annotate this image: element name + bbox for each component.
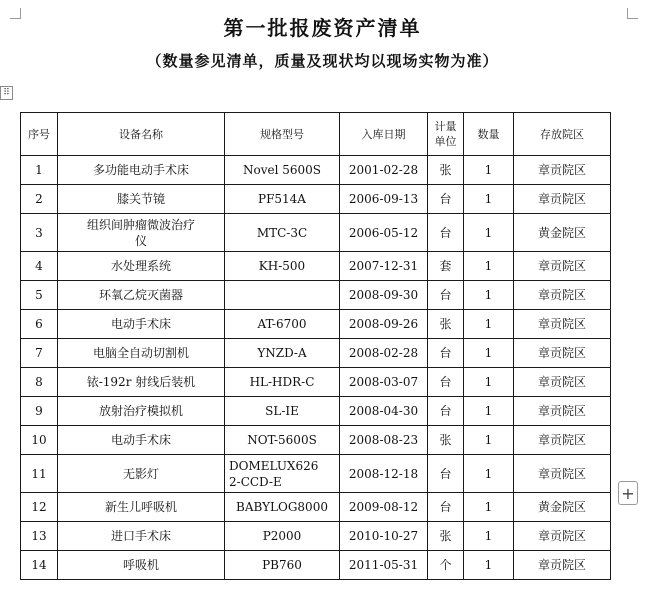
cell-name[interactable]: 电动手术床 <box>58 310 225 339</box>
cell-unit[interactable]: 台 <box>428 339 464 368</box>
cell-model[interactable]: SL-IE <box>225 397 340 426</box>
cell-name[interactable]: 进口手术床 <box>58 522 225 551</box>
cell-unit[interactable]: 台 <box>428 368 464 397</box>
cell-date[interactable]: 2008-02-28 <box>340 339 428 368</box>
cell-model[interactable]: NOT-5600S <box>225 426 340 455</box>
cell-location[interactable]: 章贡院区 <box>514 426 611 455</box>
cell-location[interactable]: 章贡院区 <box>514 397 611 426</box>
table-row <box>21 310 611 339</box>
cell-unit[interactable]: 台 <box>428 397 464 426</box>
cell-name[interactable]: 新生儿呼吸机 <box>58 493 225 522</box>
table-header-row <box>21 113 611 156</box>
cell-name[interactable]: 无影灯 <box>58 455 225 493</box>
cell-location[interactable]: 章贡院区 <box>514 339 611 368</box>
cell-date[interactable]: 2008-08-23 <box>340 426 428 455</box>
cell-date[interactable]: 2009-08-12 <box>340 493 428 522</box>
cell-unit[interactable]: 张 <box>428 522 464 551</box>
cell-unit[interactable]: 张 <box>428 426 464 455</box>
table-row <box>21 214 611 252</box>
cell-qty[interactable]: 1 <box>464 214 514 252</box>
table-row <box>21 185 611 214</box>
cell-date[interactable]: 2008-03-07 <box>340 368 428 397</box>
cell-no[interactable]: 7 <box>21 339 58 368</box>
cell-location[interactable]: 章贡院区 <box>514 522 611 551</box>
cell-date[interactable]: 2006-09-13 <box>340 185 428 214</box>
table-row <box>21 339 611 368</box>
cell-unit[interactable]: 张 <box>428 156 464 185</box>
cell-name[interactable]: 膝关节镜 <box>58 185 225 214</box>
cell-location[interactable]: 章贡院区 <box>514 455 611 493</box>
cell-qty[interactable]: 1 <box>464 185 514 214</box>
cell-location[interactable]: 黄金院区 <box>514 214 611 252</box>
cell-name-line2: 仪 <box>134 233 147 248</box>
cell-date[interactable]: 2008-09-30 <box>340 281 428 310</box>
cell-model[interactable]: HL-HDR-C <box>225 368 340 397</box>
cell-model-line2: 2-CCD-E <box>229 474 282 489</box>
table-move-handle-icon[interactable]: ⠿ <box>0 86 13 100</box>
cell-model[interactable]: PB760 <box>225 551 340 580</box>
table-row <box>21 493 611 522</box>
cell-name[interactable]: 呼吸机 <box>58 551 225 580</box>
cell-unit[interactable]: 个 <box>428 551 464 580</box>
cell-location[interactable]: 黄金院区 <box>514 493 611 522</box>
cell-location[interactable]: 章贡院区 <box>514 252 611 281</box>
cell-unit[interactable]: 台 <box>428 493 464 522</box>
cell-location[interactable]: 章贡院区 <box>514 156 611 185</box>
cell-no[interactable]: 5 <box>21 281 58 310</box>
cell-name[interactable]: 放射治疗模拟机 <box>58 397 225 426</box>
table-row <box>21 397 611 426</box>
cell-date[interactable]: 2008-04-30 <box>340 397 428 426</box>
cell-name[interactable] <box>58 214 225 252</box>
cell-no[interactable]: 6 <box>21 310 58 339</box>
cell-name[interactable]: 电动手术床 <box>58 426 225 455</box>
document-title: 第一批报废资产清单 <box>223 16 422 40</box>
cell-name[interactable]: 环氧乙烷灭菌器 <box>58 281 225 310</box>
cell-name[interactable]: 多功能电动手术床 <box>58 156 225 185</box>
table-row <box>21 252 611 281</box>
asset-table <box>20 112 611 580</box>
cell-model[interactable]: AT-6700 <box>225 310 340 339</box>
cell-no[interactable]: 8 <box>21 368 58 397</box>
table-row <box>21 281 611 310</box>
table-row <box>21 522 611 551</box>
cell-name[interactable]: 电脑全自动切割机 <box>58 339 225 368</box>
cell-unit[interactable]: 台 <box>428 214 464 252</box>
header-unit-line2: 单位 <box>434 135 457 148</box>
cell-model[interactable]: KH-500 <box>225 252 340 281</box>
cell-unit[interactable]: 台 <box>428 281 464 310</box>
cell-qty[interactable]: 1 <box>464 426 514 455</box>
cell-no[interactable]: 1 <box>21 156 58 185</box>
cell-model[interactable]: PF514A <box>225 185 340 214</box>
table-row <box>21 455 611 493</box>
header-model: 规格型号 <box>225 113 340 156</box>
cell-name-line1: 组织间肿瘤微波治疗 <box>86 217 195 232</box>
cell-model[interactable] <box>225 281 340 310</box>
cell-date[interactable]: 2010-10-27 <box>340 522 428 551</box>
cell-qty[interactable]: 1 <box>464 368 514 397</box>
cell-model[interactable]: Novel 5600S <box>225 156 340 185</box>
table-row <box>21 368 611 397</box>
cell-no[interactable]: 4 <box>21 252 58 281</box>
cell-qty[interactable]: 1 <box>464 455 514 493</box>
cell-date[interactable]: 2011-05-31 <box>340 551 428 580</box>
add-row-button[interactable]: + <box>618 481 638 505</box>
document-subtitle: （数量参见清单，质量及现状均以现场实物为准） <box>146 52 499 70</box>
cell-no[interactable]: 12 <box>21 493 58 522</box>
cell-qty[interactable]: 1 <box>464 397 514 426</box>
cell-model[interactable]: YNZD-A <box>225 339 340 368</box>
cell-model-line1: DOMELUX626 <box>229 458 319 473</box>
cell-model[interactable]: BABYLOG8000 <box>225 493 340 522</box>
cell-no[interactable]: 13 <box>21 522 58 551</box>
cell-model[interactable]: P2000 <box>225 522 340 551</box>
cell-name[interactable]: 水处理系统 <box>58 252 225 281</box>
cell-unit[interactable]: 台 <box>428 185 464 214</box>
cell-qty[interactable]: 1 <box>464 493 514 522</box>
cell-no[interactable]: 3 <box>21 214 58 252</box>
cell-qty[interactable]: 1 <box>464 551 514 580</box>
cell-location[interactable]: 章贡院区 <box>514 551 611 580</box>
header-unit <box>428 113 464 156</box>
cell-unit[interactable]: 台 <box>428 455 464 493</box>
cell-no[interactable]: 14 <box>21 551 58 580</box>
cell-no[interactable]: 2 <box>21 185 58 214</box>
cell-unit[interactable]: 张 <box>428 310 464 339</box>
cell-no[interactable]: 10 <box>21 426 58 455</box>
table-row <box>21 551 611 580</box>
cell-no[interactable]: 11 <box>21 455 58 493</box>
cell-location[interactable]: 章贡院区 <box>514 185 611 214</box>
cell-date[interactable]: 2006-05-12 <box>340 214 428 252</box>
header-name: 设备名称 <box>58 113 225 156</box>
cell-location[interactable]: 章贡院区 <box>514 368 611 397</box>
cell-location[interactable]: 章贡院区 <box>514 281 611 310</box>
cell-no[interactable]: 9 <box>21 397 58 426</box>
cell-qty[interactable]: 1 <box>464 252 514 281</box>
cell-date[interactable]: 2007-12-31 <box>340 252 428 281</box>
cell-date[interactable]: 2008-12-18 <box>340 455 428 493</box>
header-location: 存放院区 <box>514 113 611 156</box>
table-row <box>21 426 611 455</box>
cell-qty[interactable]: 1 <box>464 339 514 368</box>
cell-date[interactable]: 2008-09-26 <box>340 310 428 339</box>
cell-qty[interactable]: 1 <box>464 310 514 339</box>
header-date: 入库日期 <box>340 113 428 156</box>
cell-unit[interactable]: 套 <box>428 252 464 281</box>
cell-model[interactable] <box>225 455 340 493</box>
cell-model[interactable]: MTC-3C <box>225 214 340 252</box>
cell-qty[interactable]: 1 <box>464 156 514 185</box>
table-row <box>21 156 611 185</box>
cell-name[interactable]: 铱-192r 射线后装机 <box>58 368 225 397</box>
header-unit-line1: 计量 <box>434 120 457 133</box>
header-no: 序号 <box>21 113 58 156</box>
cell-date[interactable]: 2001-02-28 <box>340 156 428 185</box>
cell-location[interactable]: 章贡院区 <box>514 310 611 339</box>
cell-qty[interactable]: 1 <box>464 281 514 310</box>
cell-qty[interactable]: 1 <box>464 522 514 551</box>
header-qty: 数量 <box>464 113 514 156</box>
